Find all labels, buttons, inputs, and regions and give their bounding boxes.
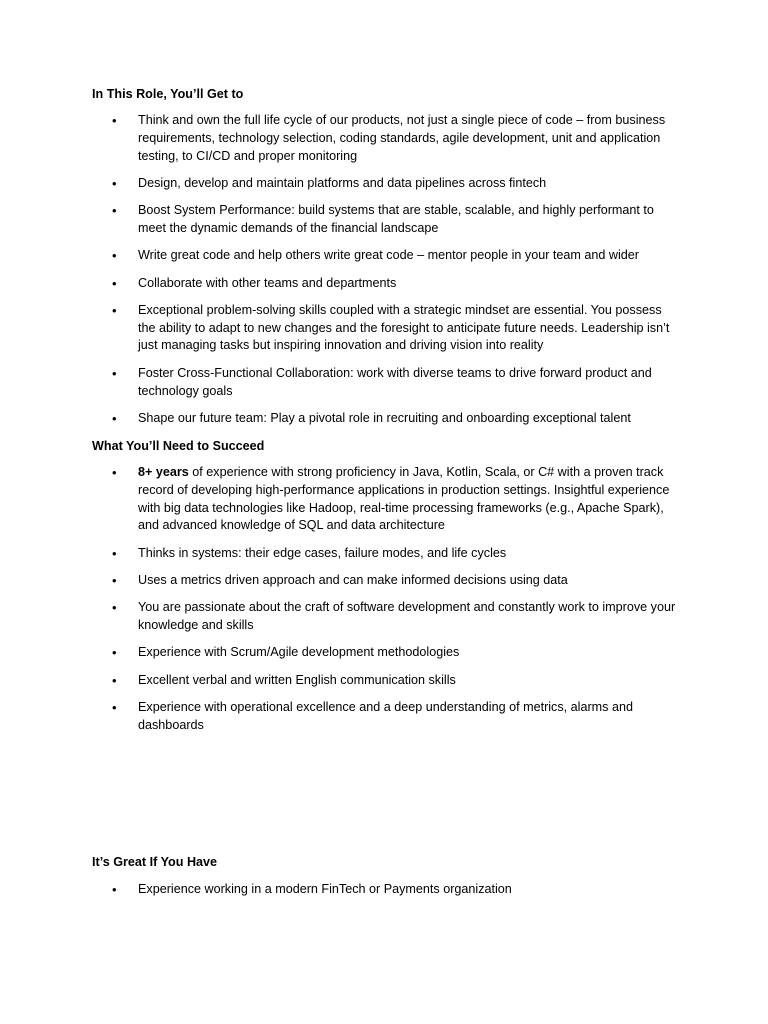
list-item	[0, 302, 678, 355]
list-item-text: Excellent verbal and written English communication skills	[138, 672, 456, 687]
list-item	[0, 881, 678, 899]
list-item	[0, 175, 678, 193]
bullet-icon: •	[112, 545, 117, 561]
bullet-icon: •	[112, 600, 117, 616]
years-emphasis: 8+ years	[138, 465, 189, 479]
list-item	[0, 247, 678, 265]
section-heading-great: It’s Great If You Have	[92, 855, 218, 869]
list-item	[0, 464, 678, 535]
list-item	[0, 202, 678, 238]
bullet-icon: •	[112, 203, 117, 219]
bullet-icon: •	[112, 175, 117, 191]
list-item	[0, 572, 678, 590]
bullet-icon: •	[112, 302, 117, 318]
bullet-icon: •	[112, 113, 117, 128]
list-item	[0, 644, 678, 662]
list-item	[0, 545, 678, 563]
list-item-text: Foster Cross-Functional Collaboration: work with diverse teams to drive forward product and technology goals	[138, 365, 652, 398]
role-list	[0, 112, 678, 437]
list-item-text: Uses a metrics driven approach and can make informed decisions using data	[138, 572, 568, 587]
bullet-icon: •	[112, 365, 117, 381]
list-item-text: Experience working in a modern FinTech or Payments organization	[138, 882, 512, 896]
list-item	[0, 672, 678, 690]
list-item	[0, 410, 678, 428]
list-item-text: Boost System Performance: build systems that are stable, scalable, and highly performant to meet the dynamic demands of the financial landscape	[138, 203, 654, 235]
bullet-icon: •	[112, 882, 117, 897]
list-item-text	[138, 464, 678, 535]
section-heading-succeed: What You’ll Need to Succeed	[92, 439, 265, 453]
list-item	[0, 275, 678, 293]
list-item-text: Design, develop and maintain platforms and data pipelines across fintech	[138, 175, 547, 190]
list-item-text: You are passionate about the craft of software development and constantly work to improve your knowledge and skills	[138, 600, 676, 633]
bullet-icon: •	[112, 672, 117, 688]
great-list	[0, 881, 678, 908]
bullet-icon: •	[112, 645, 117, 661]
bullet-icon: •	[112, 248, 117, 264]
bullet-icon: •	[112, 465, 117, 480]
list-item-text: Write great code and help others write great code – mentor people in your team and wider	[138, 248, 640, 263]
succeed-list	[0, 464, 678, 744]
list-item	[0, 699, 678, 735]
list-item-text: Shape our future team: Play a pivotal role in recruiting and onboarding exceptional talent	[138, 410, 631, 425]
section-heading-role: In This Role, You’ll Get to	[92, 87, 244, 101]
list-item-text: Experience with operational excellence and a deep understanding of metrics, alarms and dashboards	[138, 699, 633, 732]
list-item-text: Thinks in systems: their edge cases, failure modes, and life cycles	[138, 545, 507, 560]
bullet-icon: •	[112, 572, 117, 588]
list-item	[0, 599, 678, 635]
bullet-icon: •	[112, 699, 117, 715]
list-item-text: Experience with Scrum/Agile development methodologies	[138, 645, 460, 660]
list-item	[0, 112, 678, 165]
bullet-icon: •	[112, 275, 117, 291]
list-item-text: Collaborate with other teams and departments	[138, 275, 397, 290]
list-item-text: Exceptional problem-solving skills coupled with a strategic mindset are essential. You possess the ability to adapt to new changes and the foresight to anticipate future needs. Leadership isn’t just managing tasks but inspiring innovation and driving vision into reality	[138, 302, 670, 353]
bullet-icon: •	[112, 410, 117, 426]
list-item-text-rest: of experience with strong proficiency in Java, Kotlin, Scala, or C# with a proven track record of developing high-performance applications in production settings. Insightful experience with big data technologies like Hadoop, real-time processing frameworks (e.g., Apache Spark), and advanced knowledge of SQL and data architecture	[138, 465, 670, 533]
list-item	[0, 365, 678, 401]
list-item-text: Think and own the full life cycle of our products, not just a single piece of code – from business requirements, technology selection, coding standards, agile development, unit and application testing, to CI/CD and proper monitoring	[138, 113, 666, 163]
